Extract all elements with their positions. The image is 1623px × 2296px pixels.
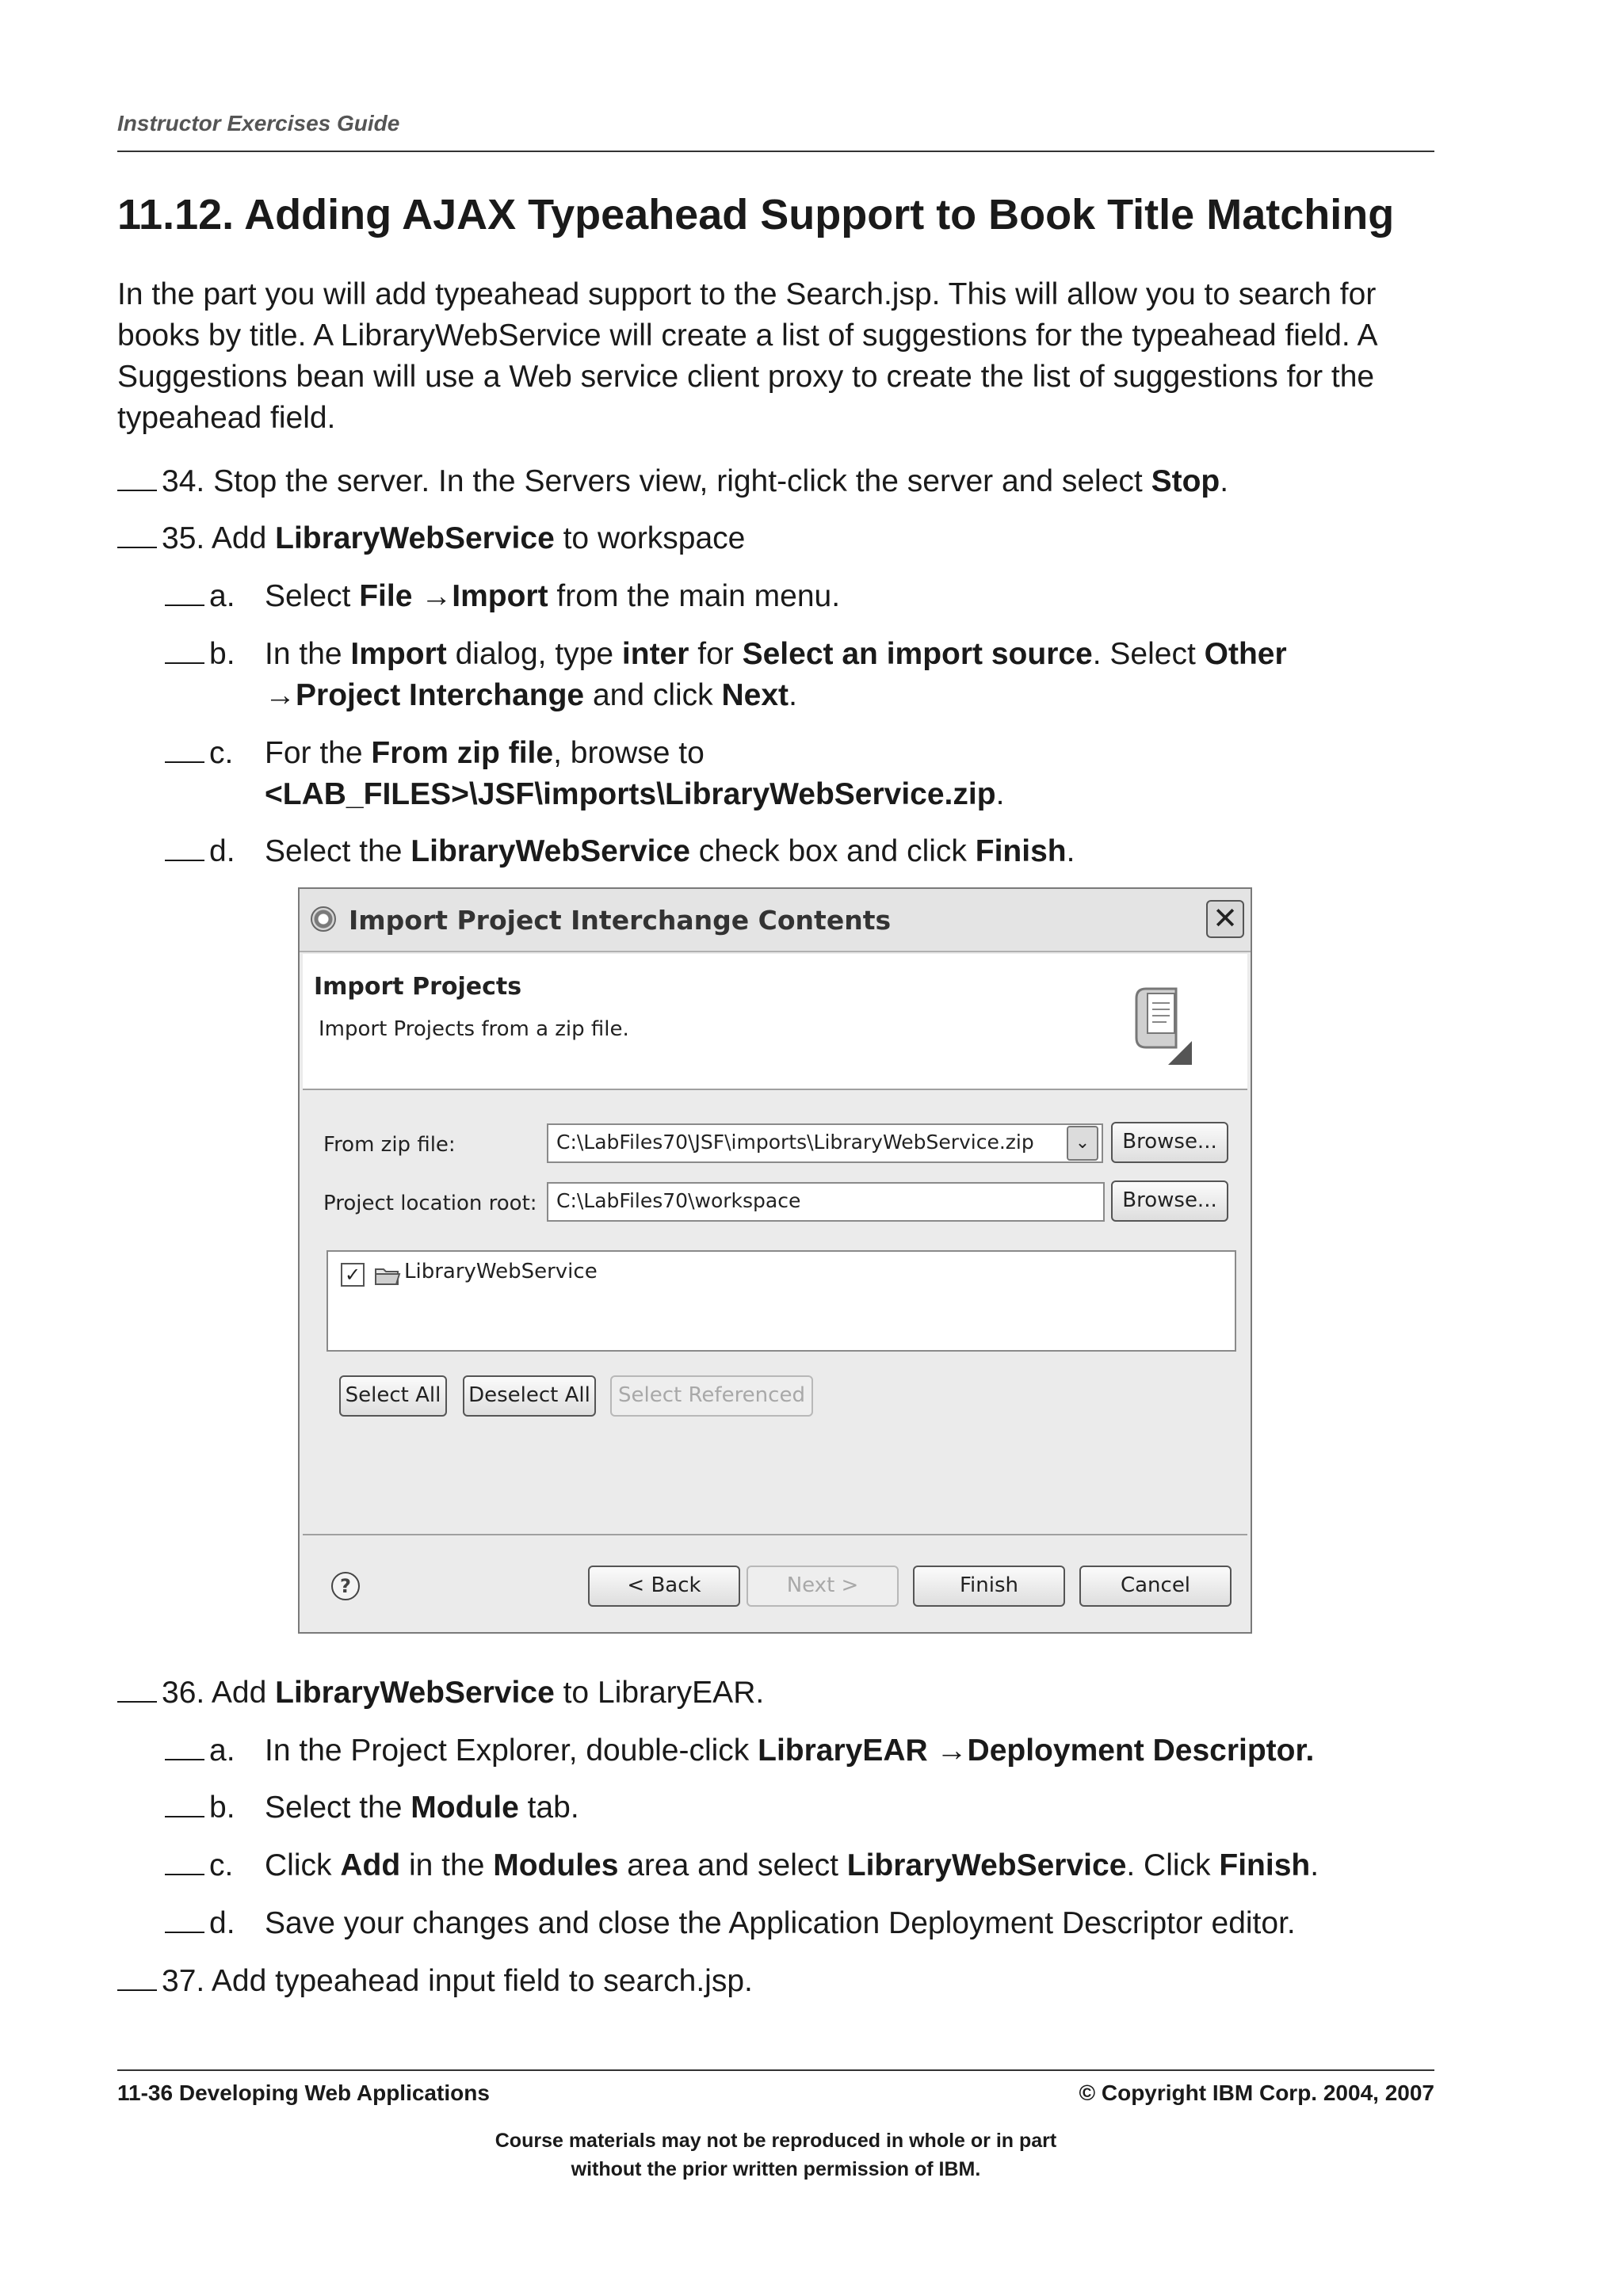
select-referenced-button[interactable]: Select Referenced [610, 1375, 813, 1417]
step-text: . [1310, 1848, 1319, 1882]
browse-zip-button[interactable]: Browse... [1111, 1122, 1228, 1163]
checkbox-blank [117, 1677, 157, 1703]
step-36b [165, 1787, 579, 1829]
step-content [265, 634, 1287, 675]
checkbox-blank [165, 639, 204, 664]
step-bold: Import [452, 579, 548, 613]
step-text: Select the [265, 1791, 411, 1825]
step-text: In the [265, 637, 351, 671]
step-35 [117, 518, 745, 559]
step-text: to workspace [554, 521, 746, 555]
checkbox-blank [165, 1792, 204, 1817]
step-text: Select [265, 579, 360, 613]
step-content [265, 831, 1075, 872]
step-text: Save your changes and close the Application Deployment Descriptor editor. [265, 1906, 1296, 1940]
step-text: . [1066, 834, 1075, 868]
step-35c-continued [265, 774, 1004, 815]
step-bold: Project Interchange [296, 678, 585, 712]
checkbox-blank [165, 1735, 204, 1760]
dialog-titlebar [300, 889, 1251, 952]
footer-copyright: © Copyright IBM Corp. 2004, 2007 [1079, 2081, 1434, 2105]
step-text: tab. [518, 1791, 579, 1825]
step-text: , browse to [553, 736, 705, 770]
footer-divider [117, 2069, 1434, 2071]
step-text: to LibraryEAR. [554, 1676, 765, 1710]
checkbox-blank [117, 1966, 157, 1991]
step-label: c. [209, 1848, 234, 1882]
import-dialog [298, 887, 1252, 1634]
step-35a [165, 576, 841, 617]
step-content [265, 1787, 579, 1829]
step-36c [165, 1845, 1319, 1886]
step-text: . [995, 777, 1005, 811]
step-35c [165, 733, 705, 774]
arrow-glyph: → [265, 678, 296, 712]
select-all-button[interactable]: Select All [339, 1375, 447, 1417]
step-bold: Other [1204, 637, 1287, 671]
step-bold: inter [621, 637, 689, 671]
step-text: . Select [1092, 637, 1205, 671]
step-bold: Import [350, 637, 447, 671]
step-text: in the [400, 1848, 494, 1882]
finish-button[interactable]: Finish [913, 1566, 1065, 1607]
step-bold: Stop [1151, 464, 1220, 498]
step-label: a. [209, 1733, 235, 1768]
step-label: d. [209, 834, 235, 868]
checkbox-blank [165, 836, 204, 861]
step-content [265, 1730, 1314, 1772]
step-bold: LibraryWebService [275, 1676, 555, 1710]
step-bold: <LAB_FILES>\JSF\imports\LibraryWebService.zip [265, 777, 996, 811]
dialog-banner [303, 954, 1247, 1090]
step-text: Click [265, 1848, 341, 1882]
checkbox-blank [165, 1850, 204, 1875]
zip-file-label: From zip file: [323, 1133, 456, 1157]
step-text: . [789, 678, 797, 712]
close-icon[interactable]: ✕ [1206, 900, 1244, 938]
step-bold: Deployment Descriptor. [967, 1733, 1315, 1768]
running-header: Instructor Exercises Guide [117, 111, 1434, 152]
import-wizard-icon [1128, 982, 1193, 1070]
back-button[interactable]: < Back [588, 1566, 740, 1607]
project-checkbox[interactable]: ✓ [341, 1263, 365, 1287]
step-text: . [1220, 464, 1229, 498]
folder-icon [374, 1264, 401, 1287]
divider [303, 1534, 1247, 1535]
step-bold: LibraryWebService [275, 521, 555, 555]
project-root-label: Project location root: [323, 1192, 537, 1215]
checkbox-blank [165, 1908, 204, 1933]
browse-root-button[interactable]: Browse... [1111, 1180, 1228, 1222]
step-bold: Add [340, 1848, 401, 1882]
project-root-field[interactable]: C:\LabFiles70\workspace [547, 1182, 1105, 1222]
step-bold: Select an import source [742, 637, 1093, 671]
arrow-glyph: → [421, 579, 453, 613]
step-text: Select the [265, 834, 411, 868]
step-text: In the Project Explorer, double-click [265, 1733, 758, 1768]
step-text: dialog, type [446, 637, 622, 671]
intro-paragraph: In the part you will add typeahead support to the Search.jsp. This will allow you to search for books by title. A LibraryWebService will create a list of suggestions for the typeahead field. A Suggestions bean will use a Web service client proxy to create the list of suggestions for the typeahead field. [117, 277, 1377, 435]
step-text: . Click [1126, 1848, 1220, 1882]
zip-file-combo[interactable]: C:\LabFiles70\JSF\imports\LibraryWebService.zip [547, 1123, 1103, 1163]
step-text: For the [265, 736, 372, 770]
step-37 [117, 1961, 753, 2002]
step-label: a. [209, 579, 235, 613]
step-bold: Modules [493, 1848, 619, 1882]
step-text: for [689, 637, 743, 671]
step-content [265, 1903, 1296, 1944]
step-text: and click [584, 678, 722, 712]
step-text: from the main menu. [548, 579, 841, 613]
step-bold: File [359, 579, 422, 613]
section-title: 11.12. Adding AJAX Typeahead Support to Book Title Matching [117, 191, 1395, 238]
chevron-down-icon[interactable]: ⌄ [1067, 1126, 1098, 1161]
step-number: 34. [162, 464, 205, 498]
deselect-all-button[interactable]: Deselect All [463, 1375, 596, 1417]
step-label: b. [209, 637, 235, 671]
step-number: 36. [162, 1676, 205, 1710]
step-bold: Finish [1219, 1848, 1311, 1882]
step-label: b. [209, 1791, 235, 1825]
step-bold: LibraryEAR [758, 1733, 937, 1768]
step-number: 35. [162, 521, 205, 555]
banner-title: Import Projects [314, 973, 522, 1001]
step-text: area and select [618, 1848, 847, 1882]
step-label: d. [209, 1906, 235, 1940]
step-label: c. [209, 736, 234, 770]
step-text: Stop the server. In the Servers view, right-click the server and select [213, 464, 1151, 498]
dialog-title: Import Project Interchange Contents [349, 905, 892, 936]
list-item[interactable]: LibraryWebService [404, 1260, 598, 1283]
step-content [265, 733, 705, 774]
step-content [265, 1845, 1319, 1886]
footer-page-info: 11-36 Developing Web Applications [117, 2081, 490, 2105]
checkbox-blank [165, 581, 204, 606]
step-36d [165, 1903, 1296, 1944]
step-bold: LibraryWebService [411, 834, 690, 868]
step-36a [165, 1730, 1315, 1772]
step-bold: Next [721, 678, 789, 712]
step-35b [165, 634, 1287, 675]
footer-notice-line2: without the prior written permission of IBM. [571, 2158, 981, 2180]
step-text: Add typeahead input field to search.jsp. [211, 1964, 753, 1998]
step-bold: LibraryWebService [846, 1848, 1127, 1882]
next-button[interactable]: Next > [747, 1566, 899, 1607]
eclipse-icon [311, 906, 336, 932]
checkbox-blank [117, 523, 157, 548]
banner-description: Import Projects from a zip file. [319, 1017, 629, 1041]
step-content [265, 576, 840, 617]
step-text: Add [211, 521, 276, 555]
footer-notice-line1: Course materials may not be reproduced in whole or in part [495, 2130, 1057, 2152]
checkbox-blank [165, 738, 204, 763]
step-34 [117, 461, 1228, 502]
project-list [327, 1250, 1236, 1352]
arrow-glyph: → [936, 1733, 968, 1768]
step-35d [165, 831, 1075, 872]
cancel-button[interactable]: Cancel [1079, 1566, 1232, 1607]
step-text: check box and click [689, 834, 976, 868]
step-text: Add [211, 1676, 276, 1710]
step-bold: Finish [975, 834, 1067, 868]
step-bold: Module [411, 1791, 519, 1825]
checkbox-blank [117, 466, 157, 491]
step-number: 37. [162, 1964, 205, 1998]
help-icon[interactable]: ? [331, 1572, 360, 1600]
step-35b-continued [265, 675, 797, 716]
step-bold: From zip file [371, 736, 554, 770]
step-36 [117, 1672, 764, 1714]
